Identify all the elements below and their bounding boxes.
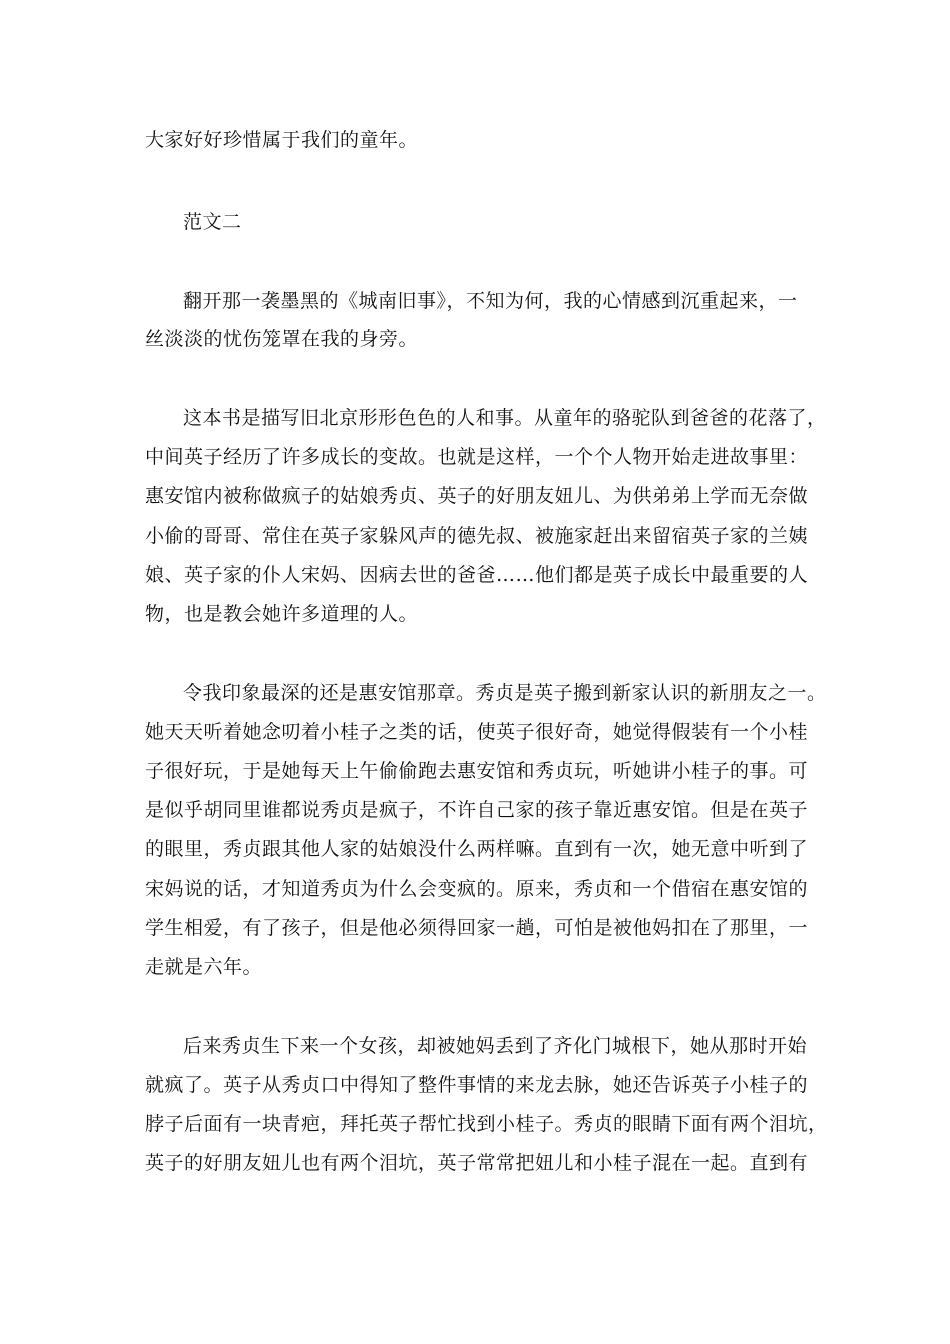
- text-line: 娘、英子家的仆人宋妈、因病去世的爸爸……他们都是英子成长中最重要的人: [145, 564, 809, 586]
- text-line: 令我印象最深的还是惠安馆那章。秀贞是英子搬到新家认识的新朋友之一。: [183, 682, 827, 704]
- text-line: 宋妈说的话，才知道秀贞为什么会变疯的。原来，秀贞和一个借宿在惠安馆的: [145, 878, 809, 900]
- text-line: 小偷的哥哥、常住在英子家躲风声的德先叔、被施家赶出来留宿英子家的兰姨: [145, 525, 809, 547]
- text-line: 丝淡淡的忧伤笼罩在我的身旁。: [145, 328, 419, 350]
- text-line: 中间英子经历了许多成长的变故。也就是这样，一个个人物开始走进故事里：: [145, 446, 809, 468]
- text-line: 的眼里，秀贞跟其他人家的姑娘没什么两样嘛。直到有一次，她无意中听到了: [145, 838, 809, 860]
- text-line: 后来秀贞生下来一个女孩，却被她妈丢到了齐化门城根下，她从那时开始: [183, 1035, 808, 1057]
- text-line: 翻开那一袭墨黑的《城南旧事》，不知为何，我的心情感到沉重起来，一: [183, 290, 798, 312]
- text-line: 大家好好珍惜属于我们的童年。: [145, 129, 419, 151]
- text-line: 走就是六年。: [145, 956, 263, 978]
- text-line: 惠安馆内被称做疯子的姑娘秀贞、英子的好朋友妞儿、为供弟弟上学而无奈做: [145, 485, 809, 507]
- text-line: 她天天听着她念叨着小桂子之类的话，使英子很好奇，她觉得假装有一个小桂: [145, 721, 809, 743]
- text-line: 物，也是教会她许多道理的人。: [145, 603, 419, 625]
- text-line: 这本书是描写旧北京形形色色的人和事。从童年的骆驼队到爸爸的花落了，: [183, 407, 827, 429]
- text-line: 是似乎胡同里谁都说秀贞是疯子，不许自己家的孩子靠近惠安馆。但是在英子: [145, 799, 809, 821]
- text-line: 英子的好朋友妞儿也有两个泪坑，英子常常把妞儿和小桂子混在一起。直到有: [145, 1152, 809, 1174]
- section-heading: 范文二: [183, 211, 242, 233]
- text-line: 脖子后面有一块青疤，拜托英子帮忙找到小桂子。秀贞的眼睛下面有两个泪坑，: [145, 1113, 828, 1135]
- text-line: 学生相爱，有了孩子，但是他必须得回家一趟，可怕是被他妈扣在了那里，一: [145, 917, 809, 939]
- text-line: 就疯了。英子从秀贞口中得知了整件事情的来龙去脉，她还告诉英子小桂子的: [145, 1074, 809, 1096]
- text-line: 子很好玩，于是她每天上午偷偷跑去惠安馆和秀贞玩，听她讲小桂子的事。可: [145, 760, 809, 782]
